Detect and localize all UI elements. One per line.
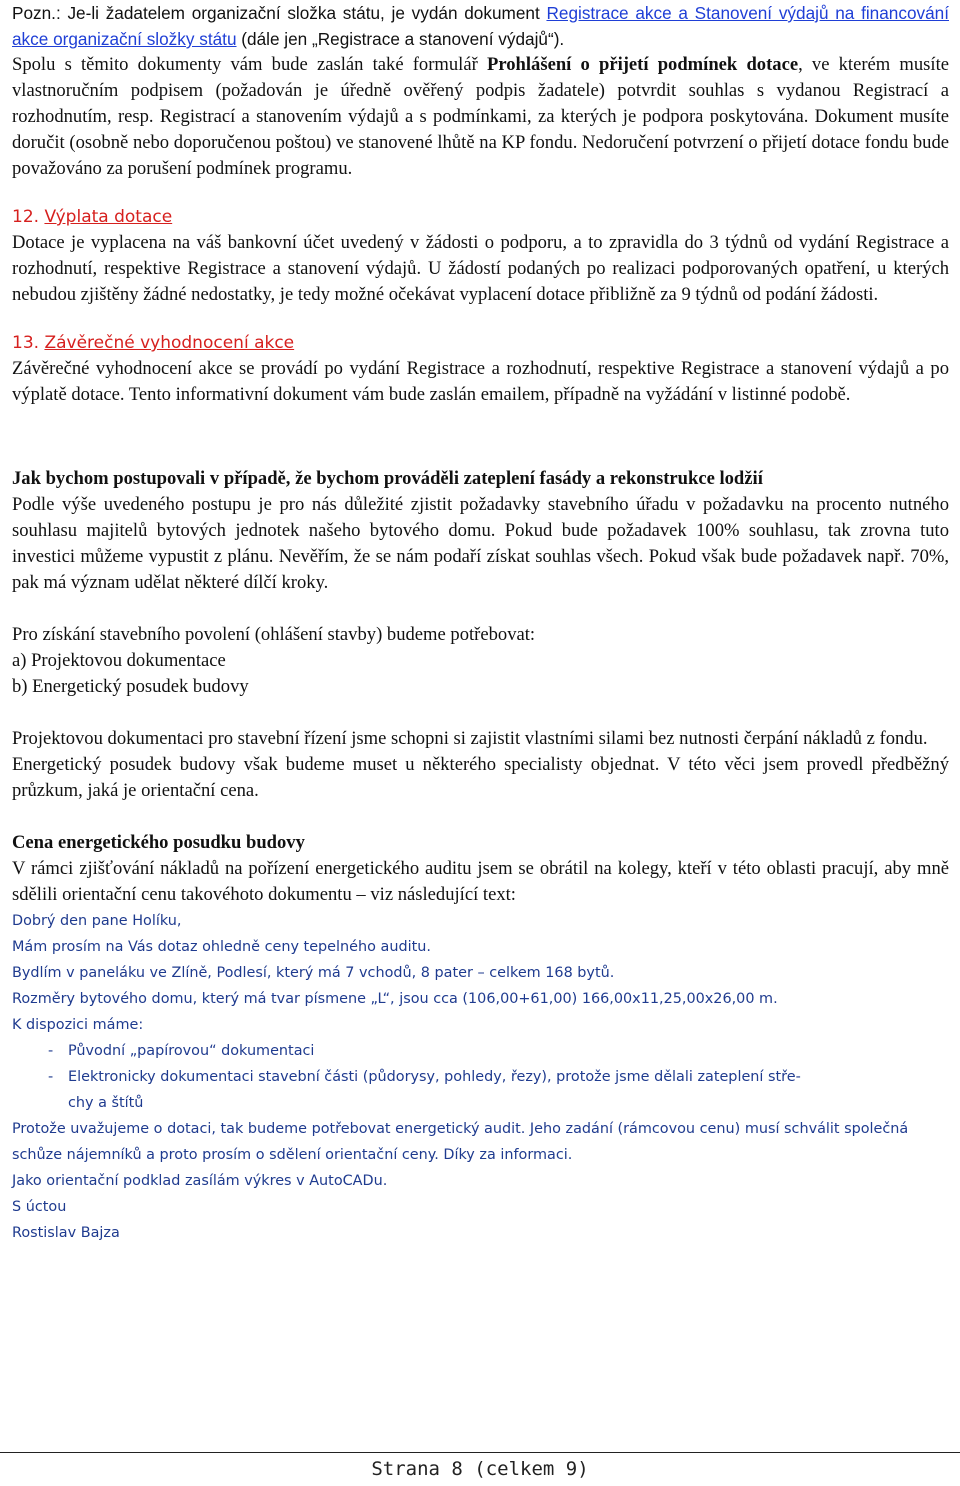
prohlaseni-bold: Prohlášení o přijetí podmínek dotace [486,54,799,75]
document-page [12,0,949,1246]
list-dash: - [48,1043,54,1059]
section-13-body [12,356,949,408]
email-greeting: Dobrý den pane Holíku, [12,913,182,929]
email-bullet-2a: Elektronicky dokumentaci stavební části (půdorysy, pohledy, řezy), protože jsme dělali zateplení stře- [68,1069,801,1085]
intro-note-suffix: (dále jen „Registrace a stanovení výdajů“). [236,29,565,49]
email-line-3: Rozměry bytového domu, který má tvar písmene „L“, jsou cca (106,00+61,00) 166,00x11,25,00x26,00 m. [12,991,778,1007]
page-number: Strana 8 (celkem 9) [371,1458,589,1480]
email-line-1: Mám prosím na Vás dotaz ohledně ceny tepelného auditu. [12,939,431,955]
email-quote [12,908,949,1246]
email-list-item [12,1064,949,1116]
projekt-p2: Energetický posudek budovy však budeme muset u některého specialisty objednat. V této věci jsem provedl předběžný průzkum, jaká je orientační cena. [12,754,949,801]
section-12-text: Dotace je vyplacena na váš bankovní účet uvedený v žádosti o podporu, a to zpravidla do 3 týdnů od vydání Registrace a rozhodnutí, respektive Registrace a stanovení výdajů. U žádostí podaných po realizaci podporovaných opatření, u kterých nebudou zjištěny žádné nedostatky, je tedy možné očekávat vyplacení dotace přibližně za 9 týdnů od podání žádosti. [12,232,949,305]
email-line-7: S úctou [12,1199,67,1215]
email-list-item [12,1038,949,1064]
footer-divider [0,1452,960,1453]
registrace-link[interactable]: Registrace akce a Stanovení výdajů na financování akce organizační složky státu [12,3,949,49]
intro-paragraph [12,52,949,182]
section-13-text: Závěrečné vyhodnocení akce se provádí po vydání Registrace a rozhodnutí, respektive Registrace a stanovení výdajů a po výplatě dotace. Tento informativní dokument vám bude zaslán emailem, případně na vyžádání v listinné podobě. [12,358,949,405]
email-signature: Rostislav Bajza [12,1225,120,1241]
projekt-section [12,726,949,804]
cena-heading: Cena energetického posudku budovy [12,832,305,853]
email-bullet-1: Původní „papírovou“ dokumentaci [68,1043,315,1059]
section-13-heading [12,330,949,356]
section-13-title: Závěrečné vyhodnocení akce [44,333,295,353]
intro-note-prefix: Pozn.: Je-li žadatelem organizační složka státu, je vydán dokument [12,3,547,23]
intro-paragraph-suffix: , ve kterém musíte vlastnoručním podpisem (požadován je úředně ověřený podpis žadatele) potvrdit souhlas s vydanou Registrací a rozhodnutím, resp. Registrací a stanovením výdajů a s podmínkami, za kterých je podpora poskytována. Dokument musíte doručit (osobně nebo doporučenou poštou) ve stanovené lhůtě na KP fondu. Nedoručení potvrzení o přijetí dotace fondu bude považováno za porušení podmínek programu. [12,54,949,179]
section-13-number: 13. [12,333,40,353]
cena-text: V rámci zjišťování nákladů na pořízení energetického auditu jsem se obrátil na kolegy, kteří v této oblasti pracují, aby mně sdělili orientační cenu takovéhoto dokumentu – viz následující text: [12,858,949,905]
list-dash: - [48,1069,54,1085]
povoleni-item-a: a) Projektovou dokumentace [12,650,226,671]
email-line-6: Jako orientační podklad zasílám výkres v AutoCADu. [12,1173,388,1189]
section-12-number: 12. [12,207,40,227]
cena-section [12,830,949,908]
email-line-2: Bydlím v paneláku ve Zlíně, Podlesí, který má 7 vchodů, 8 pater – celkem 168 bytů. [12,965,615,981]
email-line-4: K dispozici máme: [12,1017,144,1033]
section-12-heading [12,204,949,230]
povoleni-section [12,622,949,700]
povoleni-item-b: b) Energetický posudek budovy [12,676,249,697]
email-list [12,1038,949,1116]
postup-text: Podle výše uvedeného postupu je pro nás důležité zjistit požadavky stavebního úřadu v požadavku na procento nutného souhlasu majitelů bytových jednotek našeho bytového domu. Pokud bude požadavek 100% souhlasu, tak zrovna tuto investici můžeme vypustit z plánu. Nevěřím, že se nám podaří získat souhlas všech. Pokud však bude požadavek např. 70%, pak má význam udělat některé dílčí kroky. [12,494,949,593]
povoleni-intro: Pro získání stavebního povolení (ohlášení stavby) budeme potřebovat: [12,624,536,645]
postup-section [12,466,949,596]
section-12-title: Výplata dotace [44,207,173,227]
postup-heading: Jak bychom postupovali v případě, že bychom prováděli zateplení fasády a rekonstrukce lodžií [12,468,763,489]
section-12-body [12,230,949,308]
email-bullet-2b: chy a štítů [68,1095,144,1111]
projekt-p1: Projektovou dokumentaci pro stavební řízení jsme schopni si zajistit vlastními silami bez nutnosti čerpání nákladů z fondu. [12,728,928,749]
email-line-5: Protože uvažujeme o dotaci, tak budeme potřebovat energetický audit. Jeho zadání (rámcovou cenu) musí schválit společná schůze nájemníků a proto prosím o sdělení orientační ceny. Díky za informaci. [12,1121,909,1163]
intro-paragraph-prefix: Spolu s těmito dokumenty vám bude zaslán také formulář [12,54,487,75]
intro-note [12,0,949,52]
